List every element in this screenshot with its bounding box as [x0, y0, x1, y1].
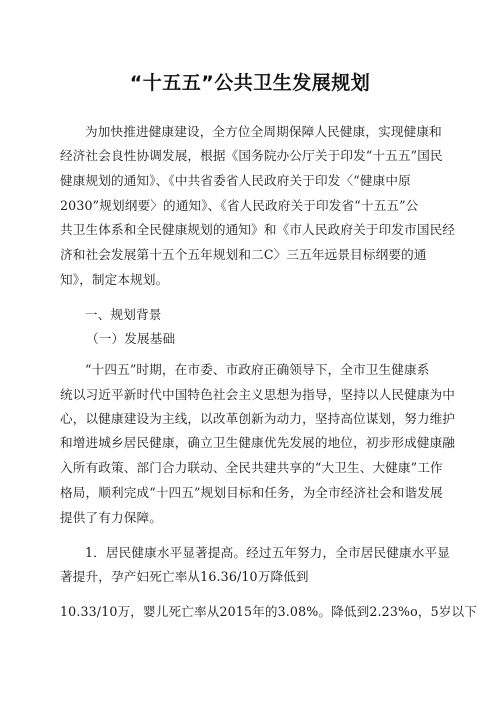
item1-line-3: 10.33/10万，婴儿死亡率从2015年的3.08%。降低到2.23%o，5岁以下 [60, 604, 477, 619]
item1-line-2: 著提升，孕产妇死亡率从16.36/10万降低到 [60, 569, 309, 584]
intro-line-7: 知》，制定本规划。 [60, 272, 169, 287]
intro-line-2: 经济社会良性协调发展，根据《国务院办公厅关于印发“十五五”国民 [60, 148, 443, 163]
subsection-heading: （一）发展基础 [86, 331, 176, 346]
para1-line-4: 和增进城乡居民健康，确立卫生健康优先发展的地位，初步形成健康融 [60, 435, 456, 450]
para1-line-6: 格局，顺利完成“十四五”规划目标和任务，为全市经济社会和谐发展 [60, 485, 443, 500]
intro-line-4: 2030”规划纲要〉的通知》、《省人民政府关于印发省“十五五”公 [60, 198, 419, 213]
section-heading: 一、规划背景 [85, 307, 162, 322]
para1-line-3: 心，以健康建设为主线，以改革创新为动力，坚持高位谋划，努力维护 [60, 411, 456, 426]
intro-line-3: 健康规划的通知》、《中共省委省人民政府关于印发〈“健康中原 [60, 173, 411, 188]
para1-line-2: 统以习近平新时代中国特色社会主义思想为指导，坚持以人民健康为中 [60, 387, 456, 402]
para1-line-7: 提供了有力保障。 [60, 510, 162, 525]
intro-line-6: 济和社会发展第十五个五年规划和二C〉三五年远景目标纲要的通 [60, 247, 427, 262]
para1-line-1: “十四五”时期，在市委、市政府正确领导下，全市卫生健康系 [85, 362, 430, 377]
item1-line-1: 1．居民健康水平显著提高。经过五年努力，全市居民健康水平显 [85, 545, 450, 560]
document-title: “十五五”公共卫生发展规划 [129, 72, 371, 94]
para1-line-5: 入所有政策、部门合力联动、全民共建共享的“大卫生、大健康”工作 [60, 460, 443, 475]
intro-line-1: 为加快推进健康建设，全方位全周期保障人民健康，实现健康和 [85, 124, 442, 139]
intro-line-5: 共卫生体系和全民健康规划的通知》和《市人民政府关于印发市国民经 [60, 222, 456, 237]
